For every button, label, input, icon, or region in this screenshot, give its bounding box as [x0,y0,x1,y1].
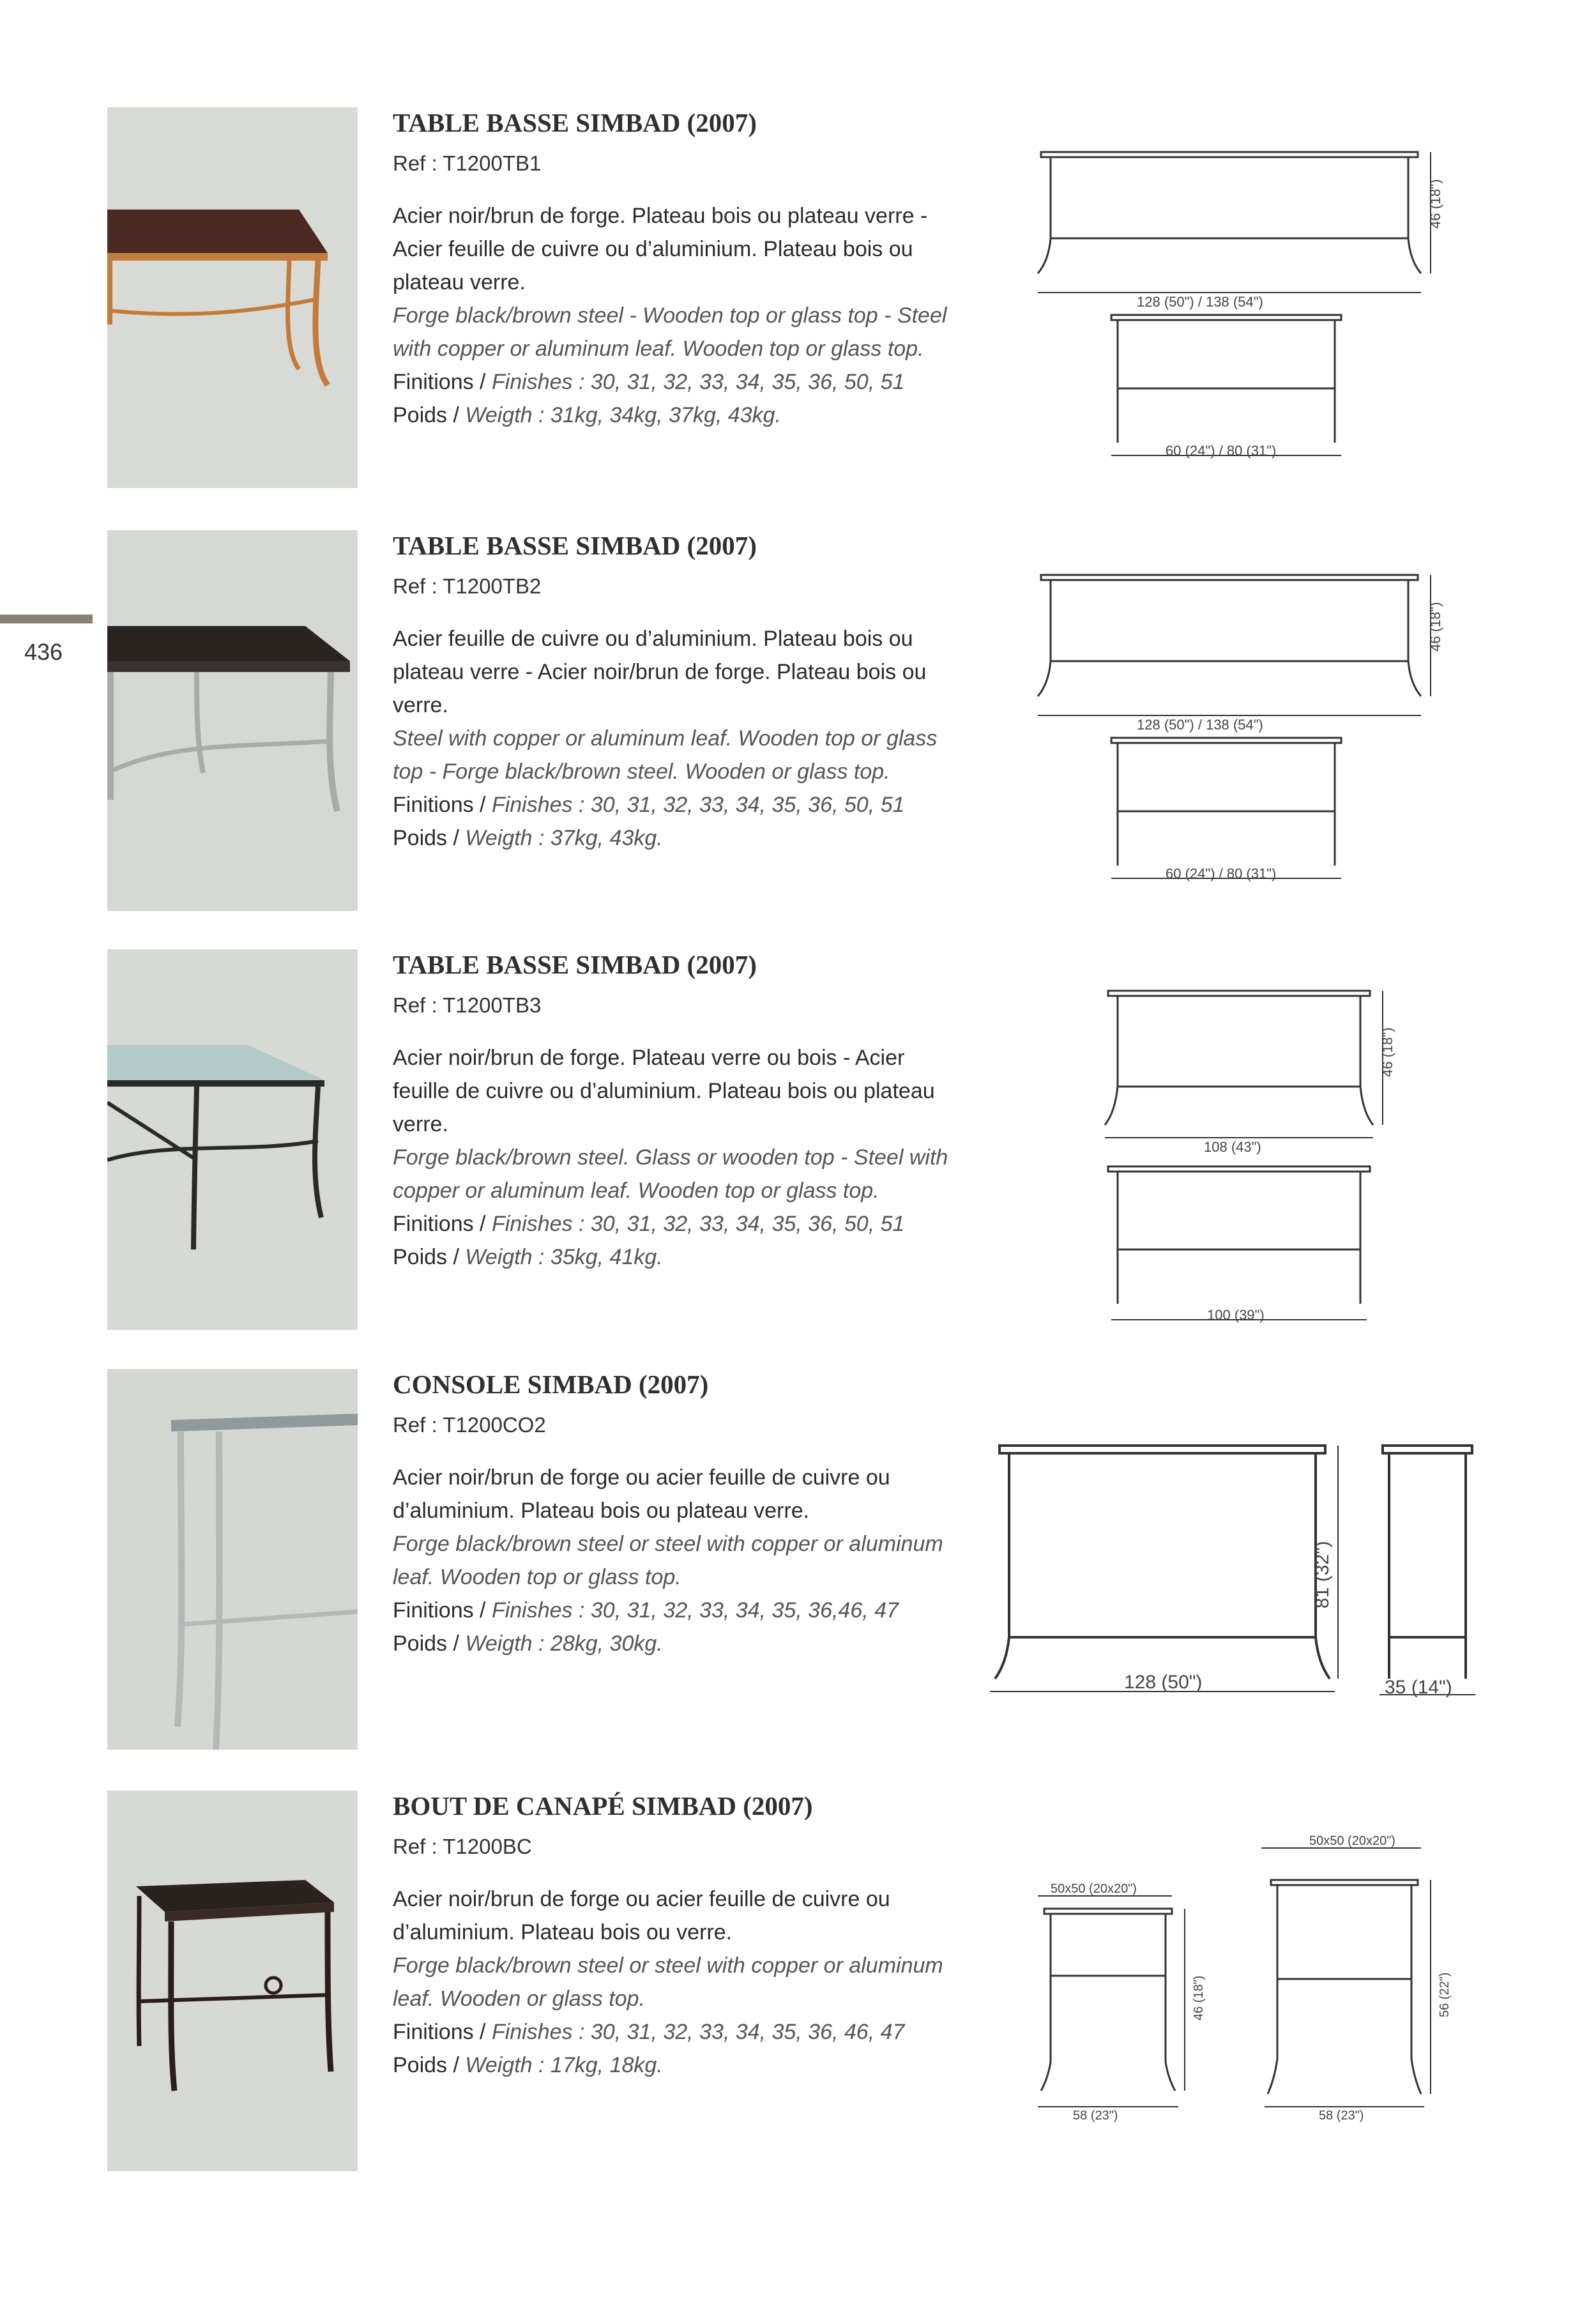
description-en: Forge black/brown steel or steel with copper or aluminum leaf. Wooden or glass top. [393,1953,943,2011]
dim-height: 46 (18") [1379,1027,1395,1077]
dim-length: 108 (43") [1204,1139,1261,1155]
dim-length: 128 (50") [1124,1672,1203,1693]
dim-width-large: 58 (23") [1319,2109,1364,2123]
weight-line [393,821,952,855]
finishes-label: Finitions / [393,1598,492,1623]
description-fr: Acier noir/brun de forge. Plateau bois ou plateau verre - Acier feuille de cuivre ou d’aluminium. Plateau bois ou plateau verre. [393,204,928,294]
weight-line [393,1627,952,1660]
dim-width-small: 58 (23") [1073,2109,1118,2123]
dim-height: 46 (18") [1427,179,1443,229]
product-t1200tb2 [0,530,1596,913]
product-ref: Ref : T1200TB1 [393,151,542,175]
dim-depth: 35 (14") [1385,1677,1452,1698]
finishes-line [393,1207,952,1241]
weight-value: Weigth : 37kg, 43kg. [465,826,663,850]
page-number: 436 [24,639,63,665]
product-title: TABLE BASSE SIMBAD (2007) [393,950,757,979]
dim-top-small: 50x50 (20x20") [1051,1882,1137,1896]
dim-height-large: 56 (22") [1438,1972,1452,2017]
finishes-label: Finitions / [393,1212,492,1236]
weight-label: Poids / [393,2053,466,2077]
finishes-value: Finishes : 30, 31, 32, 33, 34, 35, 36, 46, 47 [491,2020,905,2044]
finishes-line [393,365,952,399]
weight-line [393,2049,952,2082]
description-fr: Acier noir/brun de forge ou acier feuille de cuivre ou d’aluminium. Plateau bois ou verre. [393,1887,890,1944]
product-photo [107,107,358,488]
dim-depth: 100 (39") [1207,1307,1265,1323]
weight-line [393,399,952,432]
finishes-value: Finishes : 30, 31, 32, 33, 34, 35, 36, 50, 51 [491,370,905,394]
description-fr: Acier noir/brun de forge. Plateau verre ou bois - Acier feuille de cuivre ou d’aluminium. Plateau bois ou plateau verre. [393,1046,935,1136]
dim-height-small: 46 (18") [1192,1975,1206,2020]
weight-value: Weigth : 31kg, 34kg, 37kg, 43kg. [465,403,781,427]
product-t1200tb3 [0,949,1596,1333]
description-fr: Acier feuille de cuivre ou d’aluminium. Plateau bois ou plateau verre - Acier noir/brun de forge. Plateau bois ou verre. [393,627,927,717]
product-photo [107,1369,358,1750]
description-en: Forge black/brown steel. Glass or wooden top - Steel with copper or aluminum leaf. Wooden top or glass top. [393,1145,948,1203]
product-photo [107,530,358,911]
weight-line [393,1241,952,1274]
technical-drawing [984,1433,1494,1701]
finishes-value: Finishes : 30, 31, 32, 33, 34, 35, 36, 50, 51 [491,1212,905,1236]
finishes-label: Finitions / [393,2020,492,2044]
technical-drawing [1022,139,1443,484]
finishes-line [393,1594,952,1627]
product-title: CONSOLE SIMBAD (2007) [393,1370,709,1399]
finishes-value: Finishes : 30, 31, 32, 33, 34, 35, 36, 50, 51 [491,793,905,817]
finishes-line [393,788,952,821]
product-ref: Ref : T1200CO2 [393,1413,546,1437]
product-title: TABLE BASSE SIMBAD (2007) [393,531,757,560]
dim-length: 128 (50") / 138 (54") [1137,717,1263,733]
technical-drawing [980,1835,1491,2135]
description-en: Steel with copper or aluminum leaf. Wooden top or glass top - Forge black/brown steel. Wooden or glass top. [393,726,938,784]
finishes-line [393,2015,952,2049]
finishes-label: Finitions / [393,370,492,394]
dim-height: 46 (18") [1427,602,1443,652]
product-ref: Ref : T1200TB2 [393,574,542,598]
product-photo [107,949,358,1330]
description-en: Forge black/brown steel - Wooden top or glass top - Steel with copper or aluminum leaf. Wooden top or glass top. [393,303,947,361]
weight-label: Poids / [393,1631,466,1656]
weight-label: Poids / [393,826,466,850]
product-title: BOUT DE CANAPÉ SIMBAD (2007) [393,1791,813,1821]
weight-value: Weigth : 17kg, 18kg. [465,2053,663,2077]
product-ref: Ref : T1200TB3 [393,993,542,1017]
product-t1200bc [0,1791,1596,2174]
weight-label: Poids / [393,1245,466,1269]
finishes-label: Finitions / [393,793,492,817]
dim-height: 81 (32") [1312,1541,1333,1608]
product-title: TABLE BASSE SIMBAD (2007) [393,108,757,137]
dim-length: 128 (50") / 138 (54") [1137,294,1263,310]
product-t1200co2 [0,1369,1596,1752]
technical-drawing [1022,562,1443,907]
dim-top-large: 50x50 (20x20") [1309,1835,1395,1848]
finishes-value: Finishes : 30, 31, 32, 33, 34, 35, 36,46, 47 [491,1598,899,1623]
weight-value: Weigth : 28kg, 30kg. [465,1631,663,1656]
technical-drawing [1073,978,1431,1336]
description-fr: Acier noir/brun de forge ou acier feuille de cuivre ou d’aluminium. Plateau bois ou plateau verre. [393,1465,890,1523]
product-ref: Ref : T1200BC [393,1835,532,1858]
product-photo [107,1791,358,2171]
dim-depth: 60 (24") / 80 (31") [1166,866,1277,882]
dim-depth: 60 (24") / 80 (31") [1166,443,1277,459]
weight-label: Poids / [393,403,466,427]
weight-value: Weigth : 35kg, 41kg. [465,1245,663,1269]
description-en: Forge black/brown steel or steel with copper or aluminum leaf. Wooden top or glass top. [393,1532,943,1589]
product-t1200tb1 [0,107,1596,491]
